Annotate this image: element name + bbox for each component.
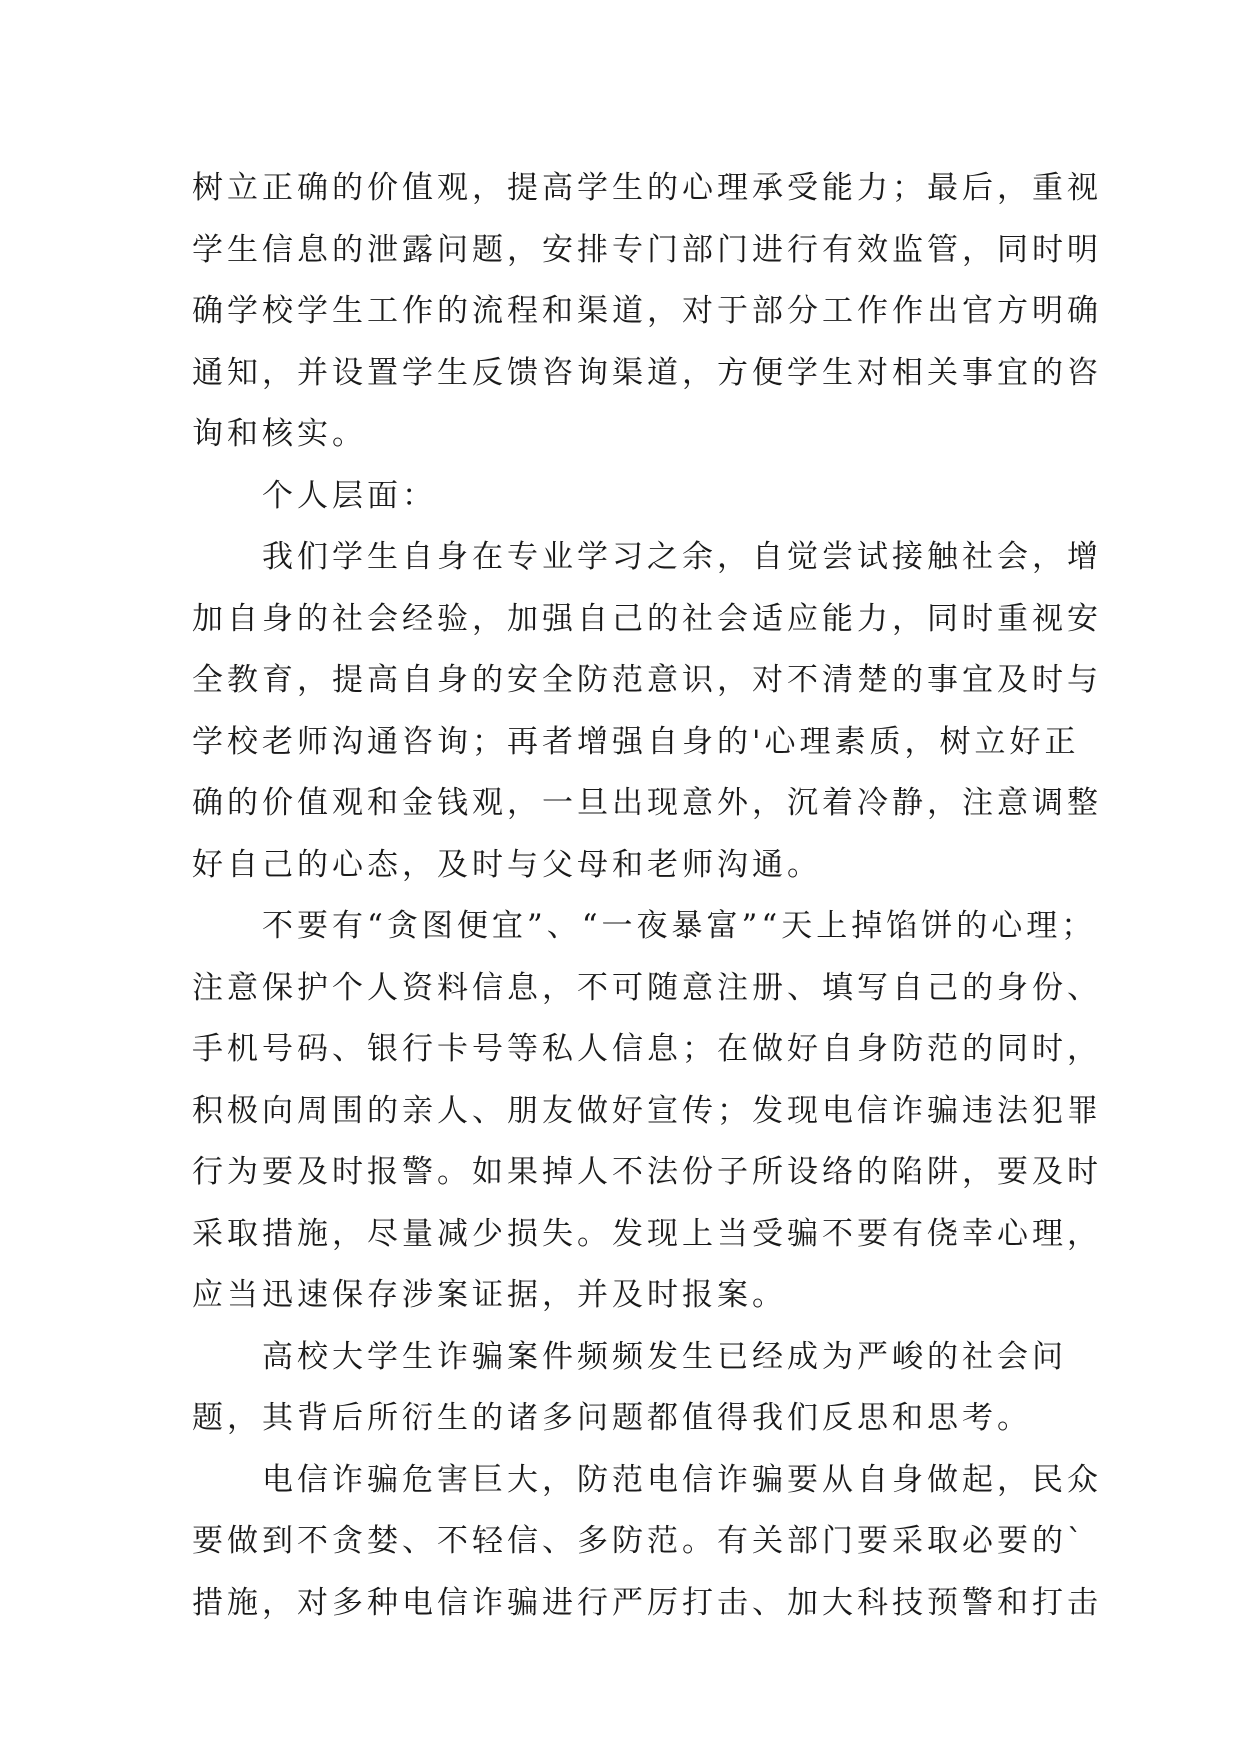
paragraph-precautions: [192, 896, 1102, 1327]
paragraph-student-measures: [192, 158, 1102, 466]
text-line: 采取措施，尽量减少损失。发现上当受骗不要有侥幸心理，: [192, 1215, 1102, 1252]
text-line: 应当迅速保存涉案证据，并及时报案。: [192, 1277, 787, 1313]
text-line: 全教育，提高自身的安全防范意识，对不清楚的事宜及时与: [192, 662, 1102, 698]
text-line: 询和核实。: [192, 416, 367, 452]
text-line: 电信诈骗危害巨大，防范电信诈骗要从自身做起，民众: [262, 1461, 1102, 1498]
text-line: 积极向周围的亲人、朋友做好宣传；发现电信诈骗违法犯罪: [192, 1092, 1102, 1129]
text-line: 不要有“贪图便宜”、“一夜暴富”“天上掉馅饼的心理；: [262, 908, 1097, 944]
text-line: 高校大学生诈骗案件频频发生已经成为严峻的社会问: [262, 1338, 1067, 1375]
text-line: 加自身的社会经验，加强自己的社会适应能力，同时重视安: [192, 600, 1102, 637]
text-line: 树立正确的价值观，提高学生的心理承受能力；最后，重视: [192, 170, 1102, 206]
text-line: 手机号码、银行卡号等私人信息；在做好自身防范的同时，: [192, 1031, 1102, 1067]
text-line: 学校老师沟通咨询；再者增强自身的'心理素质，树立好正: [192, 723, 1080, 760]
document-body: [192, 158, 1102, 1634]
text-line: 措施，对多种电信诈骗进行严厉打击、加大科技预警和打击: [192, 1584, 1102, 1621]
paragraph-social-problem: [192, 1327, 1067, 1450]
paragraph-telecom-fraud: [192, 1450, 1102, 1635]
text-line: 要做到不贪婪、不轻信、多防范。有关部门要采取必要的`: [192, 1523, 1087, 1559]
text-line: 通知，并设置学生反馈咨询渠道，方便学生对相关事宜的咨: [192, 354, 1102, 391]
text-line: 我们学生自身在专业学习之余，自觉尝试接触社会，增: [262, 539, 1102, 575]
section-heading-personal: [192, 466, 1052, 528]
text-line: 确学校学生工作的流程和渠道，对于部分工作作出官方明确: [192, 293, 1102, 329]
heading-text: 个人层面：: [262, 477, 437, 514]
text-line: 确的价值观和金钱观，一旦出现意外，沉着冷静，注意调整: [192, 785, 1102, 821]
text-line: 学生信息的泄露问题，安排专门部门进行有效监管，同时明: [192, 231, 1102, 268]
text-line: 好自己的心态，及时与父母和老师沟通。: [192, 846, 822, 883]
paragraph-personal-awareness: [192, 527, 1102, 896]
text-line: 题，其背后所衍生的诸多问题都值得我们反思和思考。: [192, 1400, 1032, 1436]
text-line: 注意保护个人资料信息，不可随意注册、填写自己的身份、: [192, 969, 1102, 1006]
text-line: 行为要及时报警。如果掉人不法份子所设络的陷阱，要及时: [192, 1154, 1102, 1190]
